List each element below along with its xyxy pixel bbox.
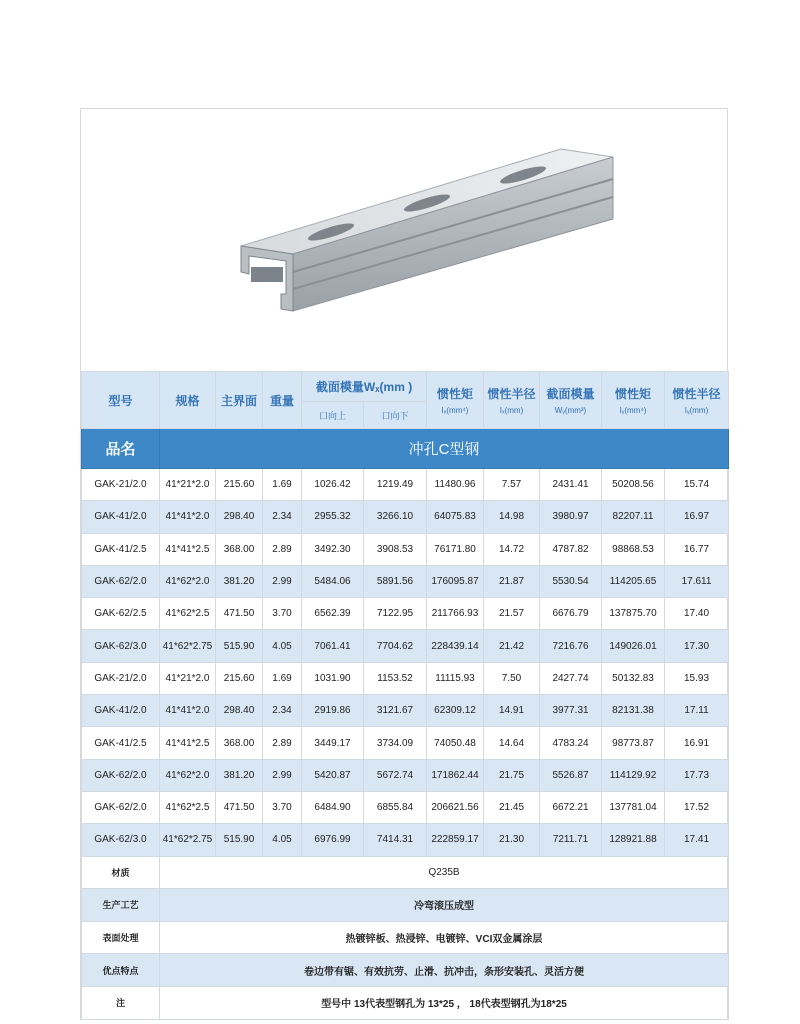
table-cell: 82131.38: [602, 695, 665, 727]
table-cell: 4787.82: [540, 533, 602, 565]
table-cell: 2.99: [263, 565, 302, 597]
table-cell: 368.00: [216, 727, 263, 759]
table-cell: 1031.90: [302, 662, 364, 694]
table-cell: 41*62*2.75: [160, 824, 216, 856]
table-cell: 21.45: [484, 791, 540, 823]
header-wx-up: 口向上: [302, 402, 364, 429]
table-cell: 515.90: [216, 630, 263, 662]
table-cell: 5526.87: [540, 759, 602, 791]
table-cell: 3908.53: [364, 533, 427, 565]
table-cell: 2919.86: [302, 695, 364, 727]
table-cell: 114205.65: [602, 565, 665, 597]
table-cell: 6484.90: [302, 791, 364, 823]
table-row: [82, 533, 729, 565]
spec-table: [81, 371, 729, 1020]
table-cell: 7216.76: [540, 630, 602, 662]
table-cell: 14.91: [484, 695, 540, 727]
table-row: [82, 727, 729, 759]
table-cell: 64075.83: [427, 501, 484, 533]
table-cell: 171862.44: [427, 759, 484, 791]
table-cell: 222859.17: [427, 824, 484, 856]
footer-row: [82, 986, 729, 1019]
header-rx: [484, 372, 540, 429]
table-cell: 50208.56: [602, 469, 665, 501]
table-cell: 3734.09: [364, 727, 427, 759]
header-iy-unit: Iᵧ(mm⁴): [619, 406, 647, 415]
table-cell: 17.40: [665, 598, 729, 630]
table-cell: 2.34: [263, 501, 302, 533]
table-cell: 381.20: [216, 565, 263, 597]
table-cell: 5891.56: [364, 565, 427, 597]
table-cell: 114129.92: [602, 759, 665, 791]
c-channel-product-image: [81, 109, 727, 371]
table-cell: 2.99: [263, 759, 302, 791]
footer-label: 材质: [82, 856, 160, 889]
table-cell: 82207.11: [602, 501, 665, 533]
table-cell: 16.91: [665, 727, 729, 759]
table-row: [82, 630, 729, 662]
product-name: 冲孔C型钢: [160, 429, 729, 469]
table-cell: 515.90: [216, 824, 263, 856]
header-ix: [427, 372, 484, 429]
footer-row: [82, 889, 729, 922]
footer-value: Q235B: [160, 856, 729, 889]
table-cell: 41*62*2.5: [160, 791, 216, 823]
table-cell: 1219.49: [364, 469, 427, 501]
table-cell: 381.20: [216, 759, 263, 791]
table-cell: 2.89: [263, 533, 302, 565]
header-ix-label: 惯性矩: [437, 387, 474, 401]
table-cell: 298.40: [216, 501, 263, 533]
title-row: [82, 429, 729, 469]
table-cell: 41*62*2.75: [160, 630, 216, 662]
table-cell: 41*41*2.0: [160, 695, 216, 727]
table-cell: 6672.21: [540, 791, 602, 823]
table-row: [82, 565, 729, 597]
header-model: 型号: [82, 372, 160, 429]
table-row: [82, 695, 729, 727]
table-cell: 7061.41: [302, 630, 364, 662]
header-weight: 重量: [263, 372, 302, 429]
table-cell: 2955.32: [302, 501, 364, 533]
table-cell: 4.05: [263, 630, 302, 662]
table-cell: 41*62*2.0: [160, 759, 216, 791]
table-cell: 41*21*2.0: [160, 662, 216, 694]
table-cell: 128921.88: [602, 824, 665, 856]
footer-value: 卷边带有锯、有效抗劳、止滑、抗冲击，条形安装孔、灵活方便: [160, 954, 729, 987]
table-cell: 3449.17: [302, 727, 364, 759]
table-cell: 471.50: [216, 598, 263, 630]
footer-label: 生产工艺: [82, 889, 160, 922]
table-cell: 5420.87: [302, 759, 364, 791]
table-cell: 211766.93: [427, 598, 484, 630]
table-cell: 5530.54: [540, 565, 602, 597]
table-cell: 215.60: [216, 469, 263, 501]
table-cell: 21.75: [484, 759, 540, 791]
table-cell: 41*62*2.5: [160, 598, 216, 630]
table-cell: 50132.83: [602, 662, 665, 694]
table-cell: 2431.41: [540, 469, 602, 501]
table-cell: 14.64: [484, 727, 540, 759]
table-cell: 11480.96: [427, 469, 484, 501]
footer-row: [82, 921, 729, 954]
table-cell: 41*21*2.0: [160, 469, 216, 501]
table-cell: 16.77: [665, 533, 729, 565]
table-cell: 15.74: [665, 469, 729, 501]
header-ry-unit: Iᵧ(mm): [684, 406, 709, 415]
table-cell: GAK-21/2.0: [82, 662, 160, 694]
table-cell: 62309.12: [427, 695, 484, 727]
table-cell: 21.30: [484, 824, 540, 856]
table-cell: 137875.70: [602, 598, 665, 630]
table-cell: 3.70: [263, 598, 302, 630]
footer-value: 型号中 13代表型钢孔为 13*25 ， 18代表型钢孔为18*25: [160, 986, 729, 1019]
table-row: [82, 598, 729, 630]
table-cell: 2.89: [263, 727, 302, 759]
table-cell: 15.93: [665, 662, 729, 694]
table-cell: 76171.80: [427, 533, 484, 565]
table-row: [82, 759, 729, 791]
table-cell: 41*62*2.0: [160, 565, 216, 597]
table-cell: 1.69: [263, 469, 302, 501]
table-cell: 17.611: [665, 565, 729, 597]
table-cell: 17.52: [665, 791, 729, 823]
table-cell: 1153.52: [364, 662, 427, 694]
header-rx-label: 惯性半径: [487, 387, 536, 401]
header-wy-label: 截面模量: [546, 387, 595, 401]
table-cell: 4.05: [263, 824, 302, 856]
table-cell: 298.40: [216, 695, 263, 727]
header-ix-unit: Iₓ(mm⁴): [441, 406, 469, 415]
footer-value: 热镀锌板、热浸锌、电镀锌、VCI双金属涂层: [160, 921, 729, 954]
table-cell: 4783.24: [540, 727, 602, 759]
header-ry-label: 惯性半径: [672, 387, 721, 401]
table-cell: 21.42: [484, 630, 540, 662]
header-wx-group: 截面模量Wₓ(mm ): [302, 372, 427, 402]
table-cell: GAK-41/2.0: [82, 501, 160, 533]
footer-label: 优点特点: [82, 954, 160, 987]
table-cell: 2427.74: [540, 662, 602, 694]
footer-label: 表面处理: [82, 921, 160, 954]
table-row: [82, 662, 729, 694]
table-cell: GAK-41/2.5: [82, 727, 160, 759]
header-wy: [540, 372, 602, 429]
header-iy: [602, 372, 665, 429]
table-cell: 6676.79: [540, 598, 602, 630]
table-cell: 7.57: [484, 469, 540, 501]
table-cell: 7704.62: [364, 630, 427, 662]
table-cell: 7211.71: [540, 824, 602, 856]
table-cell: 137781.04: [602, 791, 665, 823]
table-cell: 21.57: [484, 598, 540, 630]
table-row: [82, 469, 729, 501]
table-cell: GAK-62/3.0: [82, 824, 160, 856]
table-cell: 6562.39: [302, 598, 364, 630]
table-cell: GAK-62/3.0: [82, 630, 160, 662]
table-cell: 74050.48: [427, 727, 484, 759]
table-cell: 5672.74: [364, 759, 427, 791]
table-cell: 3492.30: [302, 533, 364, 565]
table-cell: 2.34: [263, 695, 302, 727]
table-cell: 14.72: [484, 533, 540, 565]
table-row: [82, 824, 729, 856]
table-cell: 1026.42: [302, 469, 364, 501]
product-name-label: 品名: [82, 429, 160, 469]
table-row: [82, 501, 729, 533]
table-cell: 17.11: [665, 695, 729, 727]
table-cell: 471.50: [216, 791, 263, 823]
table-cell: 3121.67: [364, 695, 427, 727]
table-cell: GAK-41/2.0: [82, 695, 160, 727]
header-spec: 规格: [160, 372, 216, 429]
table-row: [82, 791, 729, 823]
table-cell: 17.73: [665, 759, 729, 791]
table-cell: GAK-62/2.5: [82, 598, 160, 630]
table-cell: 98773.87: [602, 727, 665, 759]
table-cell: 41*41*2.5: [160, 727, 216, 759]
table-cell: 228439.14: [427, 630, 484, 662]
header-rx-unit: Iₓ(mm): [499, 406, 524, 415]
table-cell: 7.50: [484, 662, 540, 694]
header-wy-unit: Wᵧ(mm³): [554, 406, 587, 415]
table-cell: GAK-62/2.0: [82, 565, 160, 597]
table-cell: 3977.31: [540, 695, 602, 727]
table-cell: GAK-21/2.0: [82, 469, 160, 501]
table-cell: 176095.87: [427, 565, 484, 597]
table-cell: 1.69: [263, 662, 302, 694]
table-cell: 149026.01: [602, 630, 665, 662]
table-cell: GAK-62/2.0: [82, 791, 160, 823]
footer-label: 注: [82, 986, 160, 1019]
table-cell: 7414.31: [364, 824, 427, 856]
table-cell: 14.98: [484, 501, 540, 533]
table-cell: 3.70: [263, 791, 302, 823]
table-cell: 17.41: [665, 824, 729, 856]
table-cell: 6855.84: [364, 791, 427, 823]
table-cell: 16.97: [665, 501, 729, 533]
table-cell: 17.30: [665, 630, 729, 662]
table-cell: GAK-62/2.0: [82, 759, 160, 791]
header-area: 主界面: [216, 372, 263, 429]
table-cell: 41*41*2.5: [160, 533, 216, 565]
table-cell: 368.00: [216, 533, 263, 565]
footer-row: [82, 954, 729, 987]
header-iy-label: 惯性矩: [615, 387, 652, 401]
footer-value: 冷弯滚压成型: [160, 889, 729, 922]
table-cell: 11115.93: [427, 662, 484, 694]
table-cell: 6976.99: [302, 824, 364, 856]
table-cell: 206621.56: [427, 791, 484, 823]
table-cell: 215.60: [216, 662, 263, 694]
table-cell: 5484.06: [302, 565, 364, 597]
header-ry: [665, 372, 729, 429]
table-cell: 7122.95: [364, 598, 427, 630]
table-cell: 3266.10: [364, 501, 427, 533]
table-cell: 41*41*2.0: [160, 501, 216, 533]
table-cell: 21.87: [484, 565, 540, 597]
table-cell: 3980.97: [540, 501, 602, 533]
footer-row: [82, 856, 729, 889]
header-wx-down: 口向下: [364, 402, 427, 429]
product-sheet: [80, 108, 728, 1020]
table-cell: 98868.53: [602, 533, 665, 565]
table-cell: GAK-41/2.5: [82, 533, 160, 565]
